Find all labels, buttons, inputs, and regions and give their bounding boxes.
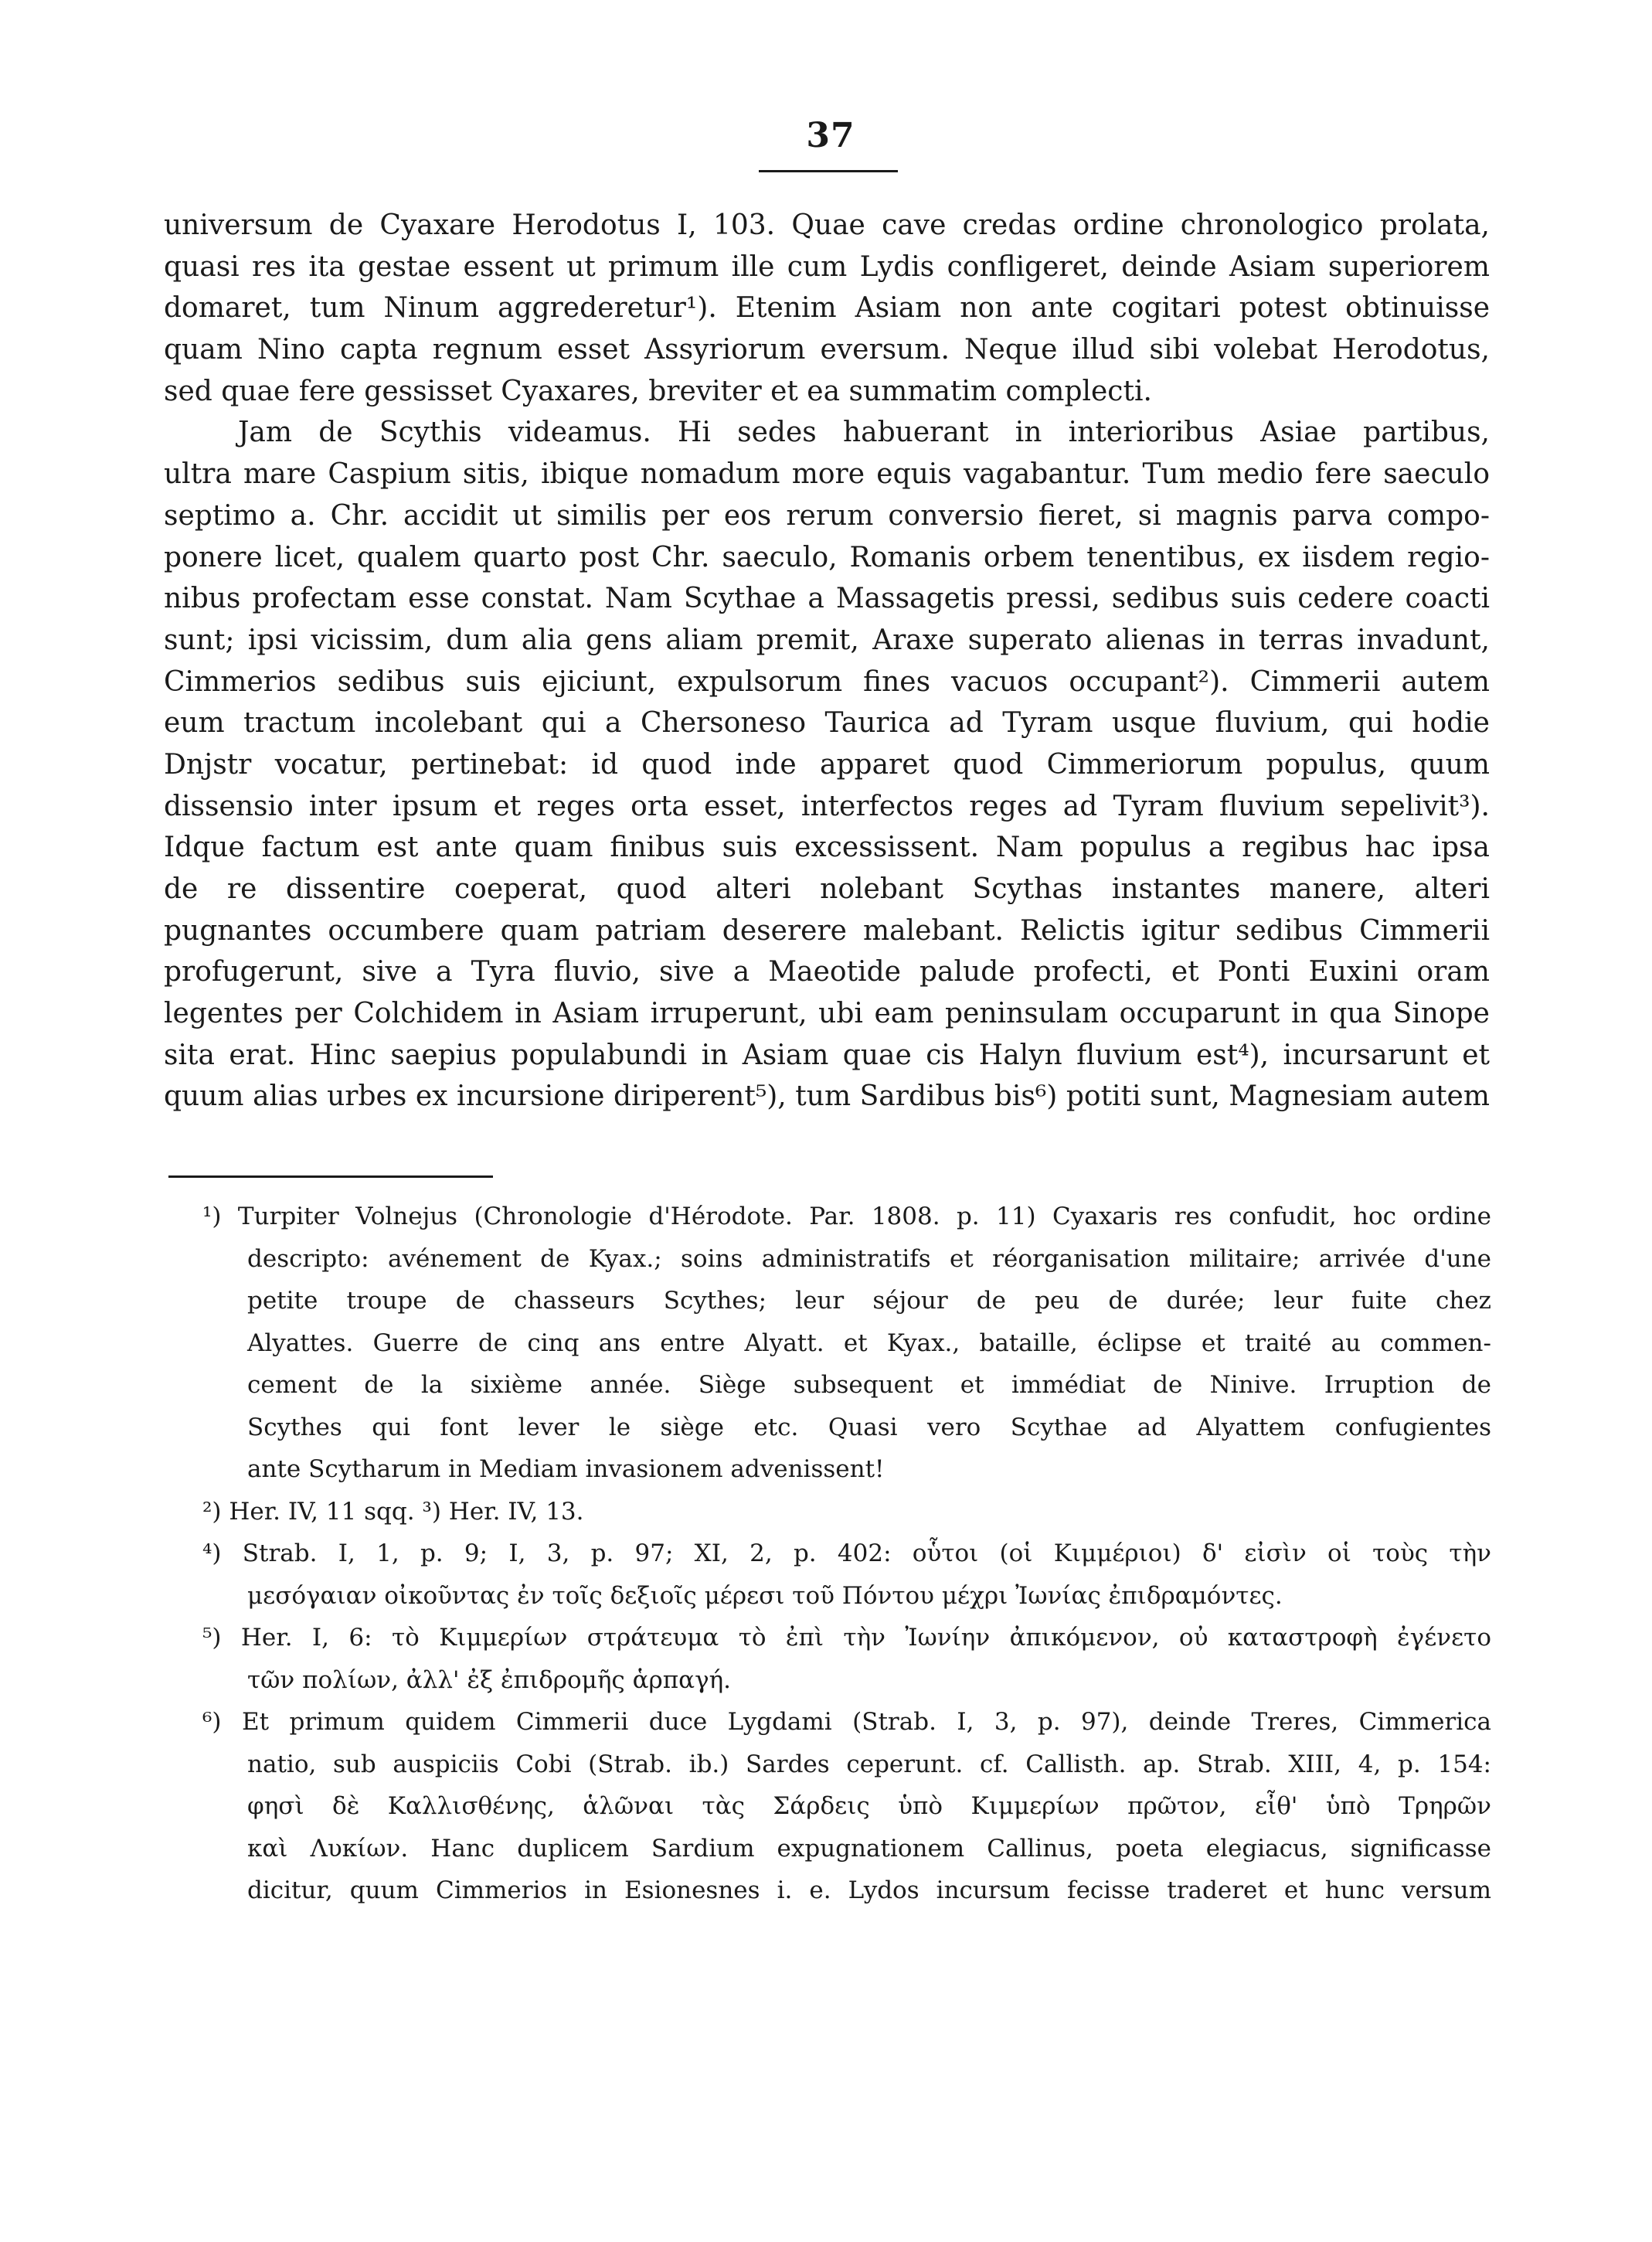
- body-line: dissensio inter ipsum et reges orta esset, interfectos reges ad Tyram fluvium sepelivit³).: [164, 790, 1490, 822]
- body-line: nibus profectam esse constat. Nam Scythae a Massagetis pressi, sedibus suis cedere coacti: [164, 583, 1490, 615]
- footnote-line: μεσόγαιαν οἰκοῦντας ἐν τοῖς δεξιοῖς μέρεσι τοῦ Πόντου μέχρι Ἰωνίας ἐπιδραμόντες.: [247, 1581, 1283, 1610]
- body-line: ponere licet, qualem quarto post Chr. saeculo, Romanis orbem tenentibus, ex iisdem regio-: [164, 541, 1490, 573]
- body-line: domaret, tum Ninum aggrederetur¹). Etenim Asiam non ante cogitari potest obtinuisse: [164, 292, 1490, 325]
- footnote-line: dicitur, quum Cimmerios in Esionesnes i. e. Lydos incursum fecisse traderet et hunc versum: [247, 1876, 1491, 1904]
- footnote-line: Alyattes. Guerre de cinq ans entre Alyatt. et Kyax., bataille, éclipse et traité au commen-: [247, 1329, 1491, 1357]
- footnote-line: cement de la sixième année. Siège subsequent et immédiat de Ninive. Irruption de: [247, 1371, 1491, 1399]
- footnote-rule: [168, 1175, 493, 1178]
- footnote-line: τῶν πολίων, ἀλλ' ἐξ ἐπιδρομῆς ἁρπαγή.: [247, 1665, 732, 1694]
- body-line: Dnjstr vocatur, pertinebat: id quod inde apparet quod Cimmeriorum populus, quum: [164, 748, 1490, 781]
- footnotes: [202, 1196, 1491, 1912]
- body-line: profugerunt, sive a Tyra fluvio, sive a Maeotide palude profecti, et Ponti Euxini oram: [164, 956, 1490, 988]
- body-line: quasi res ita gestae essent ut primum ille cum Lydis confligeret, deinde Asiam superiorem: [164, 250, 1490, 283]
- main-text: [164, 205, 1490, 1118]
- footnote-line: ⁴) Strab. I, 1, p. 9; I, 3, p. 97; XI, 2, p. 402: οὗτοι (οἱ Κιμμέριοι) δ' εἰσὶν οἱ τοὺς τὴν: [202, 1539, 1491, 1567]
- body-line: ultra mare Caspium sitis, ibique nomadum more equis vagabantur. Tum medio fere saeculo: [164, 458, 1490, 491]
- footnote-line: ⁶) Et primum quidem Cimmerii duce Lygdami (Strab. I, 3, p. 97), deinde Treres, Cimmerica: [202, 1708, 1491, 1736]
- body-line: universum de Cyaxare Herodotus I, 103. Quae cave credas ordine chronologico prolata,: [164, 209, 1490, 241]
- footnote-line: ²) Her. IV, 11 sqq. ³) Her. IV, 13.: [202, 1497, 584, 1526]
- body-line: legentes per Colchidem in Asiam irruperunt, ubi eam peninsulam occuparunt in qua Sinope: [164, 998, 1490, 1030]
- page-number-rule: [759, 170, 898, 172]
- footnote-line: φησὶ δὲ Καλλισθένης, ἁλῶναι τὰς Σάρδεις ὑπὸ Κιμμερίων πρῶτον, εἶθ' ὑπὸ Τρηρῶν: [247, 1792, 1491, 1820]
- page-number: 37: [806, 116, 855, 155]
- body-line: sed quae fere gessisset Cyaxares, breviter et ea summatim complecti.: [164, 375, 1152, 407]
- footnote-line: natio, sub auspiciis Cobi (Strab. ib.) Sardes ceperunt. cf. Callisth. ap. Strab. XIII, 4, p. 154:: [247, 1750, 1491, 1778]
- footnote-line: ante Scytharum in Mediam invasionem advenissent!: [247, 1455, 885, 1483]
- body-line: pugnantes occumbere quam patriam deserere malebant. Relictis igitur sedibus Cimmerii: [164, 914, 1490, 947]
- footnote-line: petite troupe de chasseurs Scythes; leur séjour de peu de durée; leur fuite chez: [247, 1287, 1491, 1315]
- body-line: de re dissentire coeperat, quod alteri nolebant Scythas instantes manere, alteri: [164, 873, 1490, 905]
- body-line: quum alias urbes ex incursione diriperent⁵), tum Sardibus bis⁶) potiti sunt, Magnesiam autem: [164, 1080, 1490, 1113]
- body-line: sita erat. Hinc saepius populabundi in Asiam quae cis Halyn fluvium est⁴), incursarunt et: [164, 1039, 1490, 1071]
- body-line: Cimmerios sedibus suis ejiciunt, expulsorum fines vacuos occupant²). Cimmerii autem: [164, 665, 1490, 698]
- footnote-line: ⁵) Her. I, 6: τὸ Κιμμερίων στράτευμα τὸ ἐπὶ τὴν Ἰωνίην ἀπικόμενον, οὐ καταστροφὴ ἐγένετο: [202, 1624, 1491, 1652]
- footnote-line: καὶ Λυκίων. Hanc duplicem Sardium expugnationem Callinus, poeta elegiacus, significasse: [247, 1834, 1491, 1863]
- footnote-line: descripto: avénement de Kyax.; soins administratifs et réorganisation militaire; arrivée d'une: [247, 1244, 1491, 1273]
- footnote-line: ¹) Turpiter Volnejus (Chronologie d'Hérodote. Par. 1808. p. 11) Cyaxaris res confudit, hoc ordine: [202, 1203, 1491, 1230]
- body-line: septimo a. Chr. accidit ut similis per eos rerum conversio fieret, si magnis parva compo-: [164, 499, 1490, 532]
- body-line: Jam de Scythis videamus. Hi sedes habuerant in interioribus Asiae partibus,: [238, 417, 1490, 449]
- body-line: eum tractum incolebant qui a Chersoneso Taurica ad Tyram usque fluvium, qui hodie: [164, 707, 1490, 740]
- footnote-line: Scythes qui font lever le siège etc. Quasi vero Scythae ad Alyattem confugientes: [247, 1413, 1491, 1441]
- body-line: quam Nino capta regnum esset Assyriorum eversum. Neque illud sibi volebat Herodotus,: [164, 334, 1490, 366]
- body-line: Idque factum est ante quam finibus suis excessissent. Nam populus a regibus hac ipsa: [164, 832, 1490, 864]
- body-line: sunt; ipsi vicissim, dum alia gens aliam premit, Araxe superato alienas in terras invadunt,: [164, 624, 1490, 656]
